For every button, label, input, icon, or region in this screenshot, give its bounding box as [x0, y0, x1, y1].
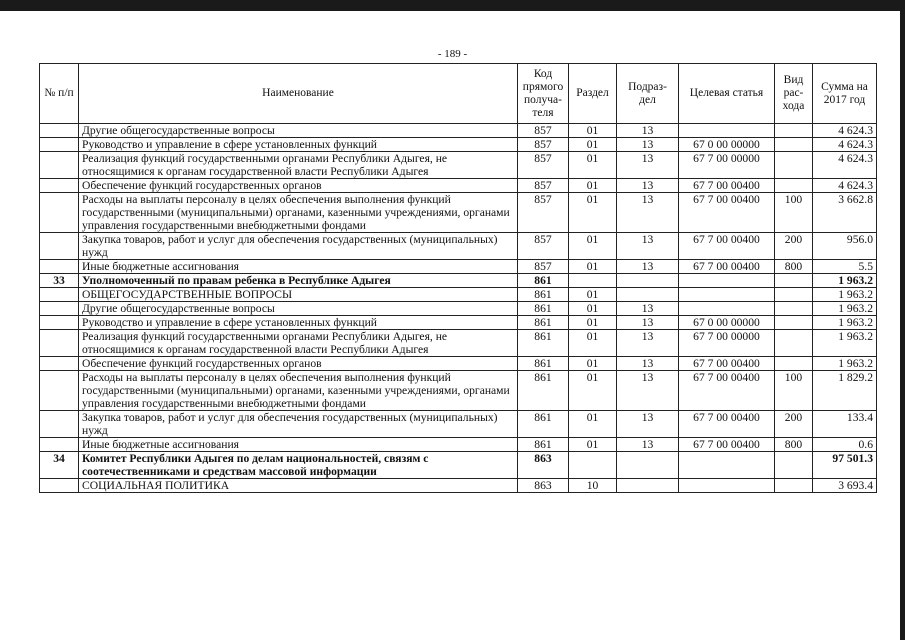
cell-podrazdel: 13 [617, 124, 679, 138]
cell-kod: 857 [518, 138, 569, 152]
cell-celevaya: 67 7 00 00400 [679, 233, 775, 260]
cell-name: Реализация функций государственными органами Республики Адыгея, не относящимися к органам государственной власти Республики Адыгея [79, 152, 518, 179]
cell-celevaya: 67 7 00 00400 [679, 179, 775, 193]
cell-num [40, 316, 79, 330]
cell-kod: 857 [518, 233, 569, 260]
table-row [40, 371, 877, 411]
cell-name: Руководство и управление в сфере установленных функций [79, 138, 518, 152]
cell-razdel: 01 [569, 179, 617, 193]
cell-kod: 863 [518, 479, 569, 493]
cell-razdel: 10 [569, 479, 617, 493]
cell-razdel: 01 [569, 233, 617, 260]
cell-celevaya [679, 479, 775, 493]
cell-razdel: 01 [569, 302, 617, 316]
cell-vid [775, 452, 813, 479]
cell-celevaya: 67 7 00 00400 [679, 357, 775, 371]
cell-summa: 133.4 [813, 411, 877, 438]
cell-kod: 861 [518, 330, 569, 357]
cell-vid [775, 479, 813, 493]
header-celevaya: Целевая статья [679, 64, 775, 124]
table-row [40, 138, 877, 152]
header-podrazdel: Подраз-дел [617, 64, 679, 124]
cell-podrazdel [617, 288, 679, 302]
cell-celevaya: 67 7 00 00400 [679, 411, 775, 438]
cell-kod: 857 [518, 260, 569, 274]
table-row [40, 302, 877, 316]
cell-name: Обеспечение функций государственных органов [79, 179, 518, 193]
cell-num: 33 [40, 274, 79, 288]
cell-name: Обеспечение функций государственных органов [79, 357, 518, 371]
table-row [40, 233, 877, 260]
cell-num [40, 138, 79, 152]
cell-summa: 0.6 [813, 438, 877, 452]
table-row [40, 152, 877, 179]
cell-celevaya [679, 124, 775, 138]
cell-vid [775, 330, 813, 357]
cell-vid [775, 124, 813, 138]
cell-summa: 5.5 [813, 260, 877, 274]
cell-num [40, 411, 79, 438]
cell-num [40, 357, 79, 371]
table-row [40, 179, 877, 193]
cell-summa: 956.0 [813, 233, 877, 260]
cell-celevaya: 67 7 00 00400 [679, 371, 775, 411]
cell-vid [775, 179, 813, 193]
cell-podrazdel: 13 [617, 330, 679, 357]
table-row [40, 357, 877, 371]
cell-vid [775, 274, 813, 288]
cell-vid [775, 357, 813, 371]
cell-celevaya [679, 302, 775, 316]
cell-name: Закупка товаров, работ и услуг для обеспечения государственных (муниципальных) нужд [79, 411, 518, 438]
budget-table [39, 63, 877, 493]
cell-razdel: 01 [569, 316, 617, 330]
cell-podrazdel: 13 [617, 411, 679, 438]
cell-name: Другие общегосударственные вопросы [79, 302, 518, 316]
cell-kod: 857 [518, 179, 569, 193]
cell-num [40, 124, 79, 138]
cell-kod: 861 [518, 288, 569, 302]
table-row [40, 452, 877, 479]
table-body [40, 124, 877, 493]
cell-kod: 861 [518, 316, 569, 330]
header-name: Наименование [79, 64, 518, 124]
cell-podrazdel: 13 [617, 371, 679, 411]
cell-celevaya: 67 7 00 00400 [679, 193, 775, 233]
cell-vid [775, 152, 813, 179]
table-row [40, 274, 877, 288]
cell-podrazdel [617, 452, 679, 479]
cell-num [40, 260, 79, 274]
cell-num [40, 152, 79, 179]
cell-razdel: 01 [569, 411, 617, 438]
cell-podrazdel [617, 274, 679, 288]
cell-summa: 4 624.3 [813, 124, 877, 138]
cell-summa: 1 963.2 [813, 330, 877, 357]
table-row [40, 438, 877, 452]
cell-summa: 4 624.3 [813, 179, 877, 193]
cell-vid: 100 [775, 371, 813, 411]
cell-summa: 1 829.2 [813, 371, 877, 411]
header-razdel: Раздел [569, 64, 617, 124]
cell-kod: 861 [518, 438, 569, 452]
cell-razdel: 01 [569, 260, 617, 274]
table-row [40, 260, 877, 274]
cell-name: Закупка товаров, работ и услуг для обеспечения государственных (муниципальных) нужд [79, 233, 518, 260]
cell-summa: 3 662.8 [813, 193, 877, 233]
cell-celevaya: 67 7 00 00400 [679, 438, 775, 452]
cell-summa: 4 624.3 [813, 138, 877, 152]
scan-right-border [900, 0, 905, 640]
cell-name: Иные бюджетные ассигнования [79, 260, 518, 274]
cell-podrazdel: 13 [617, 233, 679, 260]
cell-razdel [569, 274, 617, 288]
cell-podrazdel: 13 [617, 438, 679, 452]
cell-num: 34 [40, 452, 79, 479]
cell-podrazdel: 13 [617, 138, 679, 152]
cell-summa: 1 963.2 [813, 274, 877, 288]
cell-summa: 1 963.2 [813, 316, 877, 330]
cell-celevaya: 67 0 00 00000 [679, 138, 775, 152]
cell-summa: 4 624.3 [813, 152, 877, 179]
cell-kod: 857 [518, 124, 569, 138]
cell-razdel: 01 [569, 438, 617, 452]
cell-celevaya [679, 274, 775, 288]
cell-razdel: 01 [569, 330, 617, 357]
cell-podrazdel: 13 [617, 316, 679, 330]
table-row [40, 124, 877, 138]
cell-vid: 800 [775, 260, 813, 274]
cell-celevaya: 67 7 00 00000 [679, 330, 775, 357]
cell-num [40, 330, 79, 357]
cell-podrazdel: 13 [617, 152, 679, 179]
cell-name: ОБЩЕГОСУДАРСТВЕННЫЕ ВОПРОСЫ [79, 288, 518, 302]
cell-vid [775, 302, 813, 316]
cell-vid: 800 [775, 438, 813, 452]
cell-num [40, 302, 79, 316]
cell-summa: 1 963.2 [813, 302, 877, 316]
cell-kod: 863 [518, 452, 569, 479]
cell-num [40, 438, 79, 452]
cell-summa: 1 963.2 [813, 357, 877, 371]
cell-razdel: 01 [569, 138, 617, 152]
cell-summa: 97 501.3 [813, 452, 877, 479]
table-row [40, 193, 877, 233]
cell-podrazdel: 13 [617, 302, 679, 316]
cell-num [40, 479, 79, 493]
cell-kod: 861 [518, 302, 569, 316]
cell-razdel: 01 [569, 193, 617, 233]
cell-name: СОЦИАЛЬНАЯ ПОЛИТИКА [79, 479, 518, 493]
cell-name: Руководство и управление в сфере установленных функций [79, 316, 518, 330]
cell-celevaya: 67 7 00 00400 [679, 260, 775, 274]
cell-num [40, 233, 79, 260]
header-kod: Код прямого получа-теля [518, 64, 569, 124]
cell-razdel: 01 [569, 288, 617, 302]
header-num: № п/п [40, 64, 79, 124]
cell-name: Расходы на выплаты персоналу в целях обеспечения выполнения функций государственными (муниципальными) органами, казенными учреждениями, органами управления государственными внебюджетными фондами [79, 193, 518, 233]
cell-vid [775, 288, 813, 302]
cell-razdel: 01 [569, 357, 617, 371]
cell-celevaya [679, 452, 775, 479]
cell-podrazdel: 13 [617, 193, 679, 233]
cell-celevaya: 67 7 00 00000 [679, 152, 775, 179]
table-row [40, 288, 877, 302]
cell-vid: 200 [775, 411, 813, 438]
page-number: - 189 - [437, 48, 468, 60]
cell-razdel [569, 452, 617, 479]
table-row [40, 330, 877, 357]
cell-num [40, 371, 79, 411]
cell-num [40, 288, 79, 302]
table-header-row [40, 64, 877, 124]
cell-summa: 3 693.4 [813, 479, 877, 493]
header-vid: Вид рас-хода [775, 64, 813, 124]
cell-name: Уполномоченный по правам ребенка в Республике Адыгея [79, 274, 518, 288]
cell-kod: 861 [518, 274, 569, 288]
cell-razdel: 01 [569, 371, 617, 411]
cell-kod: 861 [518, 411, 569, 438]
cell-vid: 200 [775, 233, 813, 260]
cell-celevaya [679, 288, 775, 302]
cell-kod: 861 [518, 357, 569, 371]
cell-vid [775, 138, 813, 152]
cell-name: Другие общегосударственные вопросы [79, 124, 518, 138]
cell-num [40, 193, 79, 233]
cell-celevaya: 67 0 00 00000 [679, 316, 775, 330]
cell-vid [775, 316, 813, 330]
cell-summa: 1 963.2 [813, 288, 877, 302]
cell-podrazdel: 13 [617, 260, 679, 274]
cell-name: Комитет Республики Адыгея по делам национальностей, связям с соотечественниками и средствам массовой информации [79, 452, 518, 479]
cell-vid: 100 [775, 193, 813, 233]
cell-podrazdel: 13 [617, 179, 679, 193]
cell-name: Реализация функций государственными органами Республики Адыгея, не относящимися к органам государственной власти Республики Адыгея [79, 330, 518, 357]
table-row [40, 316, 877, 330]
cell-podrazdel [617, 479, 679, 493]
cell-razdel: 01 [569, 124, 617, 138]
table-row [40, 479, 877, 493]
header-summa: Сумма на 2017 год [813, 64, 877, 124]
cell-name: Расходы на выплаты персоналу в целях обеспечения выполнения функций государственными (муниципальными) органами, казенными учреждениями, органами управления государственными внебюджетными фондами [79, 371, 518, 411]
cell-kod: 857 [518, 152, 569, 179]
cell-kod: 861 [518, 371, 569, 411]
cell-razdel: 01 [569, 152, 617, 179]
cell-name: Иные бюджетные ассигнования [79, 438, 518, 452]
cell-num [40, 179, 79, 193]
cell-kod: 857 [518, 193, 569, 233]
table-row [40, 411, 877, 438]
scan-top-border [0, 0, 905, 11]
cell-podrazdel: 13 [617, 357, 679, 371]
